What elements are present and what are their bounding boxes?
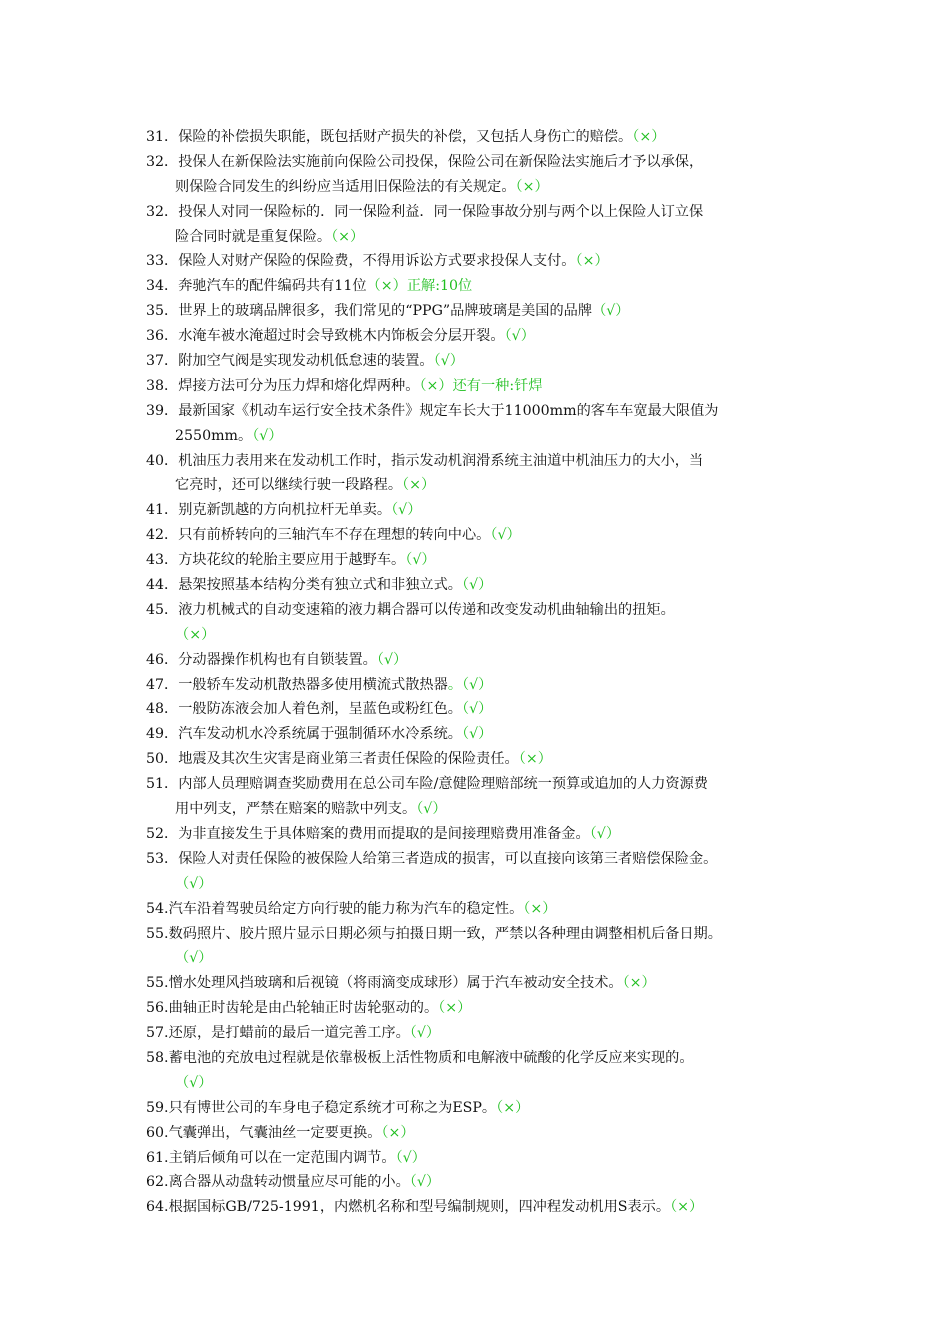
question-text — [146, 523, 836, 548]
question-item — [146, 772, 836, 822]
question-item — [146, 847, 836, 897]
question-line: 33．保险人对财产保险的保险费，不得用诉讼方式要求投保人支付。 — [146, 253, 576, 270]
answer-mark: （√） — [490, 527, 521, 544]
question-line: 32．投保人对同一保险标的．同一保险利益．同一保险事故分别与两个以上保险人订立保 — [146, 203, 704, 220]
question-line: 47．一般轿车发动机散热器多使用横流式散热器 — [146, 676, 448, 693]
answer-mark: （√） — [175, 1074, 213, 1091]
question-item — [146, 200, 836, 250]
question-text-continued — [146, 175, 836, 200]
answer-mark: （×） — [518, 751, 552, 768]
answer-mark: （×） — [670, 1199, 704, 1216]
question-item — [146, 1195, 836, 1220]
question-text — [146, 274, 836, 299]
question-line: 险合同时就是重复保险。 — [175, 228, 332, 245]
question-line: 64.根据国标GB/725-1991，内燃机名称和型号编制规则，四冲程发动机用S表示。 — [146, 1199, 671, 1216]
question-text — [146, 747, 836, 772]
question-text — [146, 249, 836, 274]
answer-mark: （×） — [575, 253, 609, 270]
question-line: 40．机油压力表用来在发动机工作时，指示发动机润滑系统主油道中机油压力的大小，当 — [146, 452, 704, 469]
question-item — [146, 1096, 836, 1121]
answer-mark: （√） — [395, 1149, 426, 1166]
question-line: 45．液力机械式的自动变速箱的液力耦合器可以传递和改变发动机曲轴输出的扭矩。 — [146, 601, 675, 618]
question-item — [146, 150, 836, 200]
question-item — [146, 722, 836, 747]
question-text — [146, 1195, 836, 1220]
question-item — [146, 573, 836, 598]
question-text — [146, 598, 836, 623]
question-line: 2550mm。 — [175, 427, 253, 444]
question-line: 55.憎水处理风挡玻璃和后视镜（将雨滴变成球形）属于汽车被动安全技术。 — [146, 975, 623, 992]
correction-note: 还有一种:钎焊 — [452, 377, 543, 394]
question-item — [146, 822, 836, 847]
answer-mark: （×） — [381, 1124, 415, 1141]
question-text — [146, 847, 836, 872]
question-line: 62.离合器从动盘转动惯量应尽可能的小。 — [146, 1174, 410, 1191]
answer-mark: （√） — [462, 577, 493, 594]
question-line: 60.气囊弹出，气囊油丝一定要更换。 — [146, 1124, 382, 1141]
question-line: 57.还原，是打蜡前的最后一道完善工序。 — [146, 1025, 410, 1042]
question-item — [146, 249, 836, 274]
question-text-continued — [146, 1071, 836, 1096]
question-item — [146, 897, 836, 922]
question-text — [146, 200, 836, 225]
question-text — [146, 1046, 836, 1071]
question-line: 36．水淹车被水淹超过时会导致桃木内饰板会分层开裂。 — [146, 328, 505, 345]
question-line: 46．分动器操作机构也有自锁装置。 — [146, 651, 377, 668]
question-text — [146, 971, 836, 996]
answer-mark: （√） — [175, 875, 213, 892]
answer-mark: （×） — [366, 278, 407, 295]
answer-mark: （×） — [622, 975, 656, 992]
question-text — [146, 897, 836, 922]
question-line: 53．保险人对责任保险的被保险人给第三者造成的损害，可以直接向该第三者赔偿保险金。 — [146, 850, 718, 867]
question-text — [146, 822, 836, 847]
answer-mark: （√） — [405, 552, 436, 569]
question-item — [146, 697, 836, 722]
answer-mark: （√） — [504, 328, 535, 345]
question-item — [146, 922, 836, 972]
question-item — [146, 274, 836, 299]
question-item — [146, 449, 836, 499]
question-text — [146, 573, 836, 598]
question-line: 56.曲轴正时齿轮是由凸轮轴正时齿轮驱动的。 — [146, 1000, 439, 1017]
answer-mark: （√） — [391, 502, 422, 519]
answer-mark: （√） — [416, 801, 447, 818]
question-line: 54.汽车沿着驾驶员给定方向行驶的能力称为汽车的稳定性。 — [146, 900, 524, 917]
question-text — [146, 648, 836, 673]
question-line: 61.主销后倾角可以在一定范围内调节。 — [146, 1149, 396, 1166]
question-text — [146, 299, 836, 324]
question-text-continued — [146, 872, 836, 897]
question-text — [146, 324, 836, 349]
question-line: 32．投保人在新保险法实施前向保险公司投保，保险公司在新保险法实施后才予以承保， — [146, 153, 704, 170]
question-line: 34．奔驰汽车的配件编码共有11位 — [146, 278, 367, 295]
question-item — [146, 1121, 836, 1146]
question-item — [146, 1146, 836, 1171]
question-item — [146, 598, 836, 648]
answer-mark: （√） — [462, 726, 493, 743]
answer-mark: （×） — [515, 178, 549, 195]
answer-mark: （√） — [252, 427, 283, 444]
question-line: 它亮时，还可以继续行驶一段路程。 — [175, 477, 403, 494]
question-item — [146, 374, 836, 399]
question-list — [146, 125, 836, 1220]
question-item — [146, 648, 836, 673]
question-text — [146, 1170, 836, 1195]
question-item — [146, 673, 836, 698]
question-line: 则保险合同发生的纠纷应当适用旧保险法的有关规定。 — [175, 178, 516, 195]
answer-mark: （×） — [523, 900, 557, 917]
question-item — [146, 1021, 836, 1046]
answer-mark: （×） — [632, 129, 666, 145]
answer-mark: （√） — [462, 701, 493, 718]
question-line: 31．保险的补偿损失职能，既包括财产损失的补偿，又包括人身伤亡的赔偿。 — [146, 129, 633, 145]
question-item — [146, 498, 836, 523]
question-line: 38．焊接方法可分为压力焊和熔化焊两种。 — [146, 377, 420, 394]
answer-mark: （×） — [331, 228, 365, 245]
question-text — [146, 1021, 836, 1046]
answer-mark: （√） — [589, 825, 621, 842]
question-text — [146, 374, 836, 399]
question-item — [146, 996, 836, 1021]
question-line: 37．附加空气阀是实现发动机低怠速的装置。 — [146, 353, 434, 370]
question-line: 59.只有博世公司的车身电子稳定系统才可称之为ESP。 — [146, 1099, 497, 1116]
question-line: 52．为非直接发生于具体赔案的费用而提取的是间接理赔费用准备金。 — [146, 825, 590, 842]
question-text-continued — [146, 797, 836, 822]
question-item — [146, 971, 836, 996]
answer-mark: 。（√） — [447, 676, 493, 693]
question-item — [146, 324, 836, 349]
question-item — [146, 523, 836, 548]
question-text-continued — [146, 623, 836, 648]
answer-mark: （√） — [175, 950, 213, 967]
question-line: 41．别克新凯越的方向机拉杆无单卖。 — [146, 502, 392, 519]
question-line: 44．悬架按照基本结构分类有独立式和非独立式。 — [146, 577, 462, 594]
question-text — [146, 498, 836, 523]
question-line: 35．世界上的玻璃品牌很多，我们常见的“PPG”品牌玻璃是美国的品牌 — [146, 303, 593, 320]
question-item — [146, 1046, 836, 1096]
question-text — [146, 449, 836, 474]
question-text — [146, 349, 836, 374]
answer-mark: （√） — [409, 1025, 441, 1042]
answer-mark: （×） — [438, 1000, 472, 1017]
question-text — [146, 996, 836, 1021]
answer-mark: （×） — [175, 626, 216, 643]
question-text — [146, 697, 836, 722]
question-text — [146, 1121, 836, 1146]
question-line: 55.数码照片、胶片照片显示日期必须与拍摄日期一致，严禁以各种理由调整相机后备日期。 — [146, 925, 722, 942]
question-text — [146, 772, 836, 797]
question-text — [146, 399, 836, 424]
question-text — [146, 1096, 836, 1121]
question-line: 50．地震及其次生灾害是商业第三者责任保险的保险责任。 — [146, 751, 519, 768]
question-line: 39．最新国家《机动车运行安全技术条件》规定车长大于11000mm的客车车宽最大限值为 — [146, 402, 719, 419]
question-text — [146, 548, 836, 573]
question-text-continued — [146, 473, 836, 498]
question-line: 用中列支，严禁在赔案的赔款中列支。 — [175, 801, 417, 818]
answer-mark: （√） — [433, 353, 464, 370]
question-text — [146, 150, 836, 175]
answer-mark: （√） — [592, 303, 630, 320]
question-item — [146, 299, 836, 324]
answer-mark: （×） — [419, 377, 453, 394]
answer-mark: （√） — [409, 1174, 441, 1191]
question-line: 43．方块花纹的轮胎主要应用于越野车。 — [146, 552, 406, 569]
question-text — [146, 673, 836, 698]
question-text-continued — [146, 424, 836, 449]
question-text — [146, 722, 836, 747]
answer-mark: （×） — [496, 1099, 530, 1116]
question-item — [146, 399, 836, 449]
question-line: 49．汽车发动机水冷系统属于强制循环水冷系统。 — [146, 726, 462, 743]
question-item — [146, 1170, 836, 1195]
question-item — [146, 349, 836, 374]
question-line: 48．一般防冻液会加人着色剂，呈蓝色或粉红色。 — [146, 701, 462, 718]
question-item — [146, 125, 836, 150]
question-line: 51．内部人员理赔调查奖励费用在总公司车险/意健险理赔部统一预算或追加的人力资源费 — [146, 776, 708, 793]
question-line: 42．只有前桥转向的三轴汽车不存在理想的转向中心。 — [146, 527, 491, 544]
question-text-continued — [146, 946, 836, 971]
answer-mark: （√） — [376, 651, 408, 668]
question-item — [146, 548, 836, 573]
question-line: 58.蓄电池的充放电过程就是依靠极板上活性物质和电解液中硫酸的化学反应来实现的。 — [146, 1049, 694, 1066]
correction-note: 正解:10位 — [406, 278, 473, 295]
question-text — [146, 125, 836, 150]
answer-mark: （×） — [402, 477, 436, 494]
question-text-continued — [146, 225, 836, 250]
question-text — [146, 1146, 836, 1171]
question-text — [146, 922, 836, 947]
question-item — [146, 747, 836, 772]
